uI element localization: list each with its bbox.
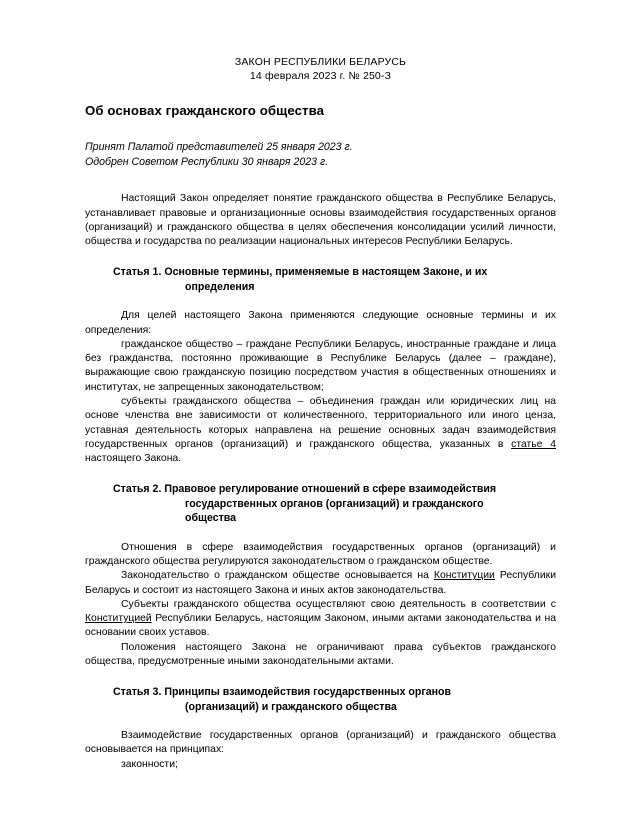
article-3-paragraph-2: законности; <box>121 758 178 770</box>
masthead <box>85 55 556 84</box>
article-2-paragraph-4: Положения настоящего Закона не ограничивают права субъектов гражданского общества, предусмотренные иными законодательными актами. <box>85 641 556 668</box>
preamble-paragraph: Настоящий Закон определяет понятие гражданского общества в Республике Беларусь, устанавливает правовые и организационные основы взаимодействия государственных органов (организаций) и гражданского общества в целях обеспечения консолидации усилий личности, общества и государства по реализации национальных интересов Республики Беларусь. <box>85 193 556 248</box>
article-1-paragraph-2: гражданское общество – граждане Республики Беларусь, иностранные граждане и лица без гражданства, постоянно проживающие в Республике Беларусь (далее – граждане), выражающие свою гражданскую позицию посредством участия в общественных отношениях и институтах, не запрещенных законодательством; <box>85 338 556 393</box>
article-3-heading <box>85 685 556 714</box>
link-konstituciey[interactable]: Конституцией <box>85 613 152 625</box>
article-1-heading-line-2: определения <box>185 280 255 293</box>
article-2-heading-line-3: общества <box>185 512 237 525</box>
article-2-paragraph-1: Отношения в сфере взаимодействия государственных органов (организаций) и гражданского общества регулируются законодательством о гражданском обществе. <box>85 541 556 567</box>
article-2-paragraph-3-before: Субъекты гражданского общества осуществляют свою деятельность в соответствии с <box>121 598 556 610</box>
article-2-paragraph-2-after: Республики Беларусь и состоит из настоящего Закона и иных актов законодательства. <box>85 570 556 596</box>
article-3-heading-line-1: Статья 3. Принципы взаимодействия государственных органов <box>113 686 452 699</box>
article-2-paragraph-3 <box>85 598 556 641</box>
article-1-paragraph-1: Для целей настоящего Закона применяются следующие основные термины и их определения: <box>85 310 556 336</box>
link-konstitucii[interactable]: Конституции <box>433 570 495 582</box>
article-3-heading-line-2: (организаций) и гражданского общества <box>185 700 397 713</box>
link-statya-4[interactable]: статье 4 <box>511 438 556 450</box>
page-title: Об основах гражданского общества <box>85 102 325 118</box>
article-2-paragraph-3-after: Республики Беларусь, настоящим Законом, иными актами законодательства и на основании своих уставов. <box>85 613 556 639</box>
article-3-paragraph-1: Взаимодействие государственных органов (организаций) и гражданского общества основывается на принципах: <box>85 730 556 756</box>
article-1-paragraph-3 <box>85 395 556 466</box>
masthead-date-number: 14 февраля 2023 г. № 250-З <box>249 70 392 83</box>
adoption-block <box>85 140 556 170</box>
article-1-heading-line-1: Статья 1. Основные термины, применяемые в настоящем Законе, и их <box>113 266 488 279</box>
article-2-heading-line-1: Статья 2. Правовое регулирование отношений в сфере взаимодействия <box>113 483 497 496</box>
article-2-heading-line-2: государственных органов (организаций) и гражданского <box>185 497 484 510</box>
article-1-paragraph-3-after: настоящего Закона. <box>85 453 182 465</box>
article-1-heading <box>85 265 556 294</box>
adopted-by-house-of-representatives: Принят Палатой представителей 25 января 2023 г. <box>85 140 353 153</box>
article-1-paragraph-3-before: субъекты гражданского общества – объединения граждан или юридических лиц на основе членства вне зависимости от количественного, территориального или иного ценза, уставная деятельность которых направлена на решение основных задач взаимодействия государственных органов (организаций) и гражданского общества, указанных в <box>85 396 556 450</box>
article-2-paragraph-2 <box>85 569 556 598</box>
article-2-heading <box>85 482 556 525</box>
approved-by-council-of-republic: Одобрен Советом Республики 30 января 2023 г. <box>85 156 329 169</box>
masthead-law-type: ЗАКОН РЕСПУБЛИКИ БЕЛАРУСЬ <box>234 56 407 68</box>
article-2-paragraph-2-before: Законодательство о гражданском обществе основывается на <box>121 570 434 582</box>
